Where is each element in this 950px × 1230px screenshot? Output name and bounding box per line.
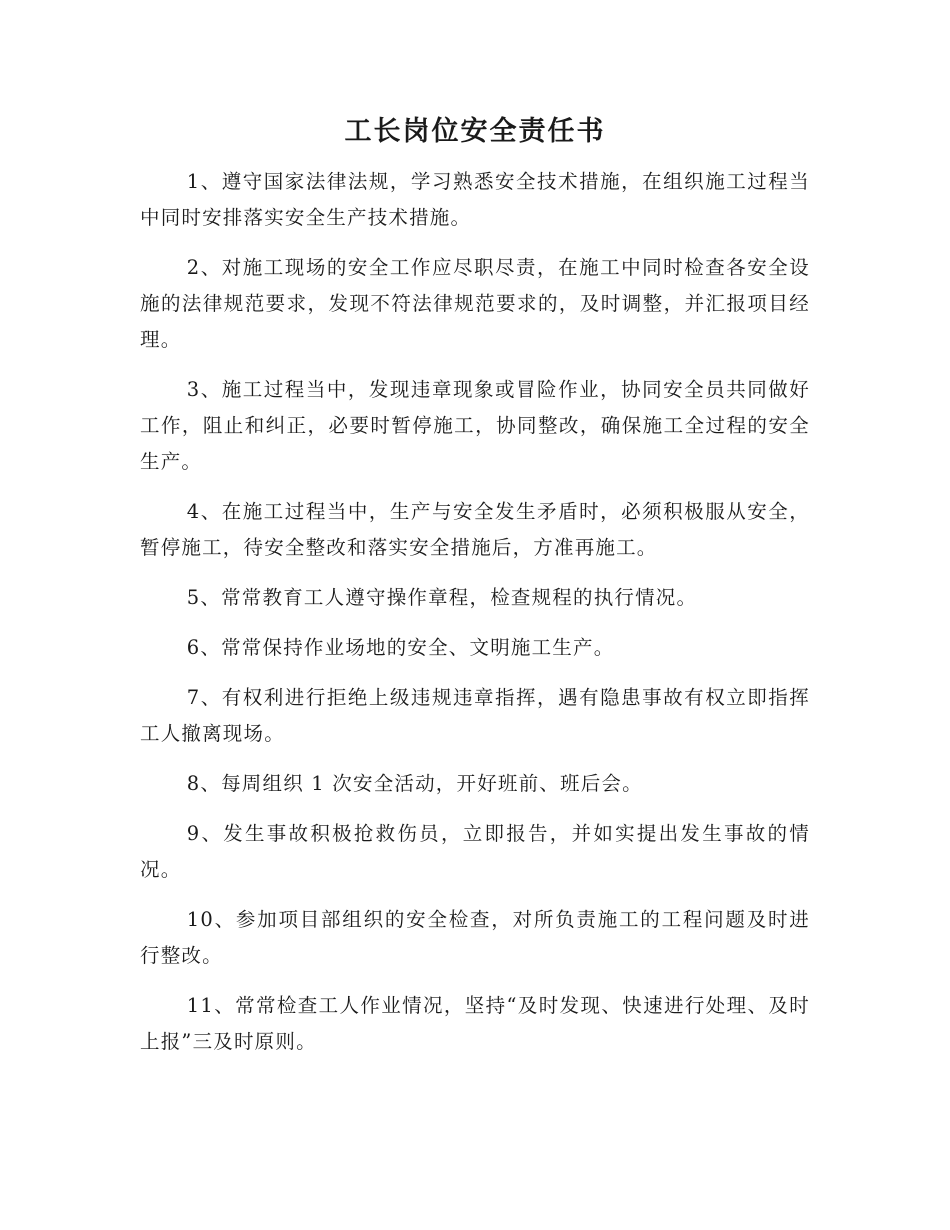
document-body <box>140 164 810 1074</box>
paragraph-6: 6、常常保持作业场地的安全、文明施工生产。 <box>186 636 615 659</box>
paragraph-3: 3、施工过程当中，发现违章现象或冒险作业，协同安全员共同做好工作，阻止和纠正，必要时暂停施工，协同整改，确保施工全过程的安全生产。 <box>140 378 810 473</box>
paragraph-10: 10、参加项目部组织的安全检查，对所负责施工的工程问题及时进行整改。 <box>140 908 810 967</box>
paragraph-2: 2、对施工现场的安全工作应尽职尽责，在施工中同时检查各安全设施的法律规范要求，发现不符法律规范要求的，及时调整，并汇报项目经理。 <box>140 256 810 351</box>
paragraph-5: 5、常常教育工人遵守操作章程，检查规程的执行情况。 <box>186 586 698 609</box>
document-title: 工长岗位安全责任书 <box>344 116 606 147</box>
paragraph-1: 1、遵守国家法律法规，学习熟悉安全技术措施，在组织施工过程当中同时安排落实安全生产技术措施。 <box>140 170 810 229</box>
paragraph-8: 8、每周组织 1 次安全活动，开好班前、班后会。 <box>186 772 643 795</box>
paragraph-7: 7、有权利进行拒绝上级违规违章指挥，遇有隐患事故有权立即指挥工人撤离现场。 <box>140 686 810 745</box>
paragraph-9: 9、发生事故积极抢救伤员，立即报告，并如实提出发生事故的情况。 <box>140 822 810 881</box>
paragraph-11: 11、常常检查工人作业情况，坚持“及时发现、快速进行处理、及时上报”三及时原则。 <box>140 994 810 1053</box>
paragraph-4: 4、在施工过程当中，生产与安全发生矛盾时，必须积极服从安全，暂停施工，待安全整改和落实安全措施后，方准再施工。 <box>140 500 810 559</box>
